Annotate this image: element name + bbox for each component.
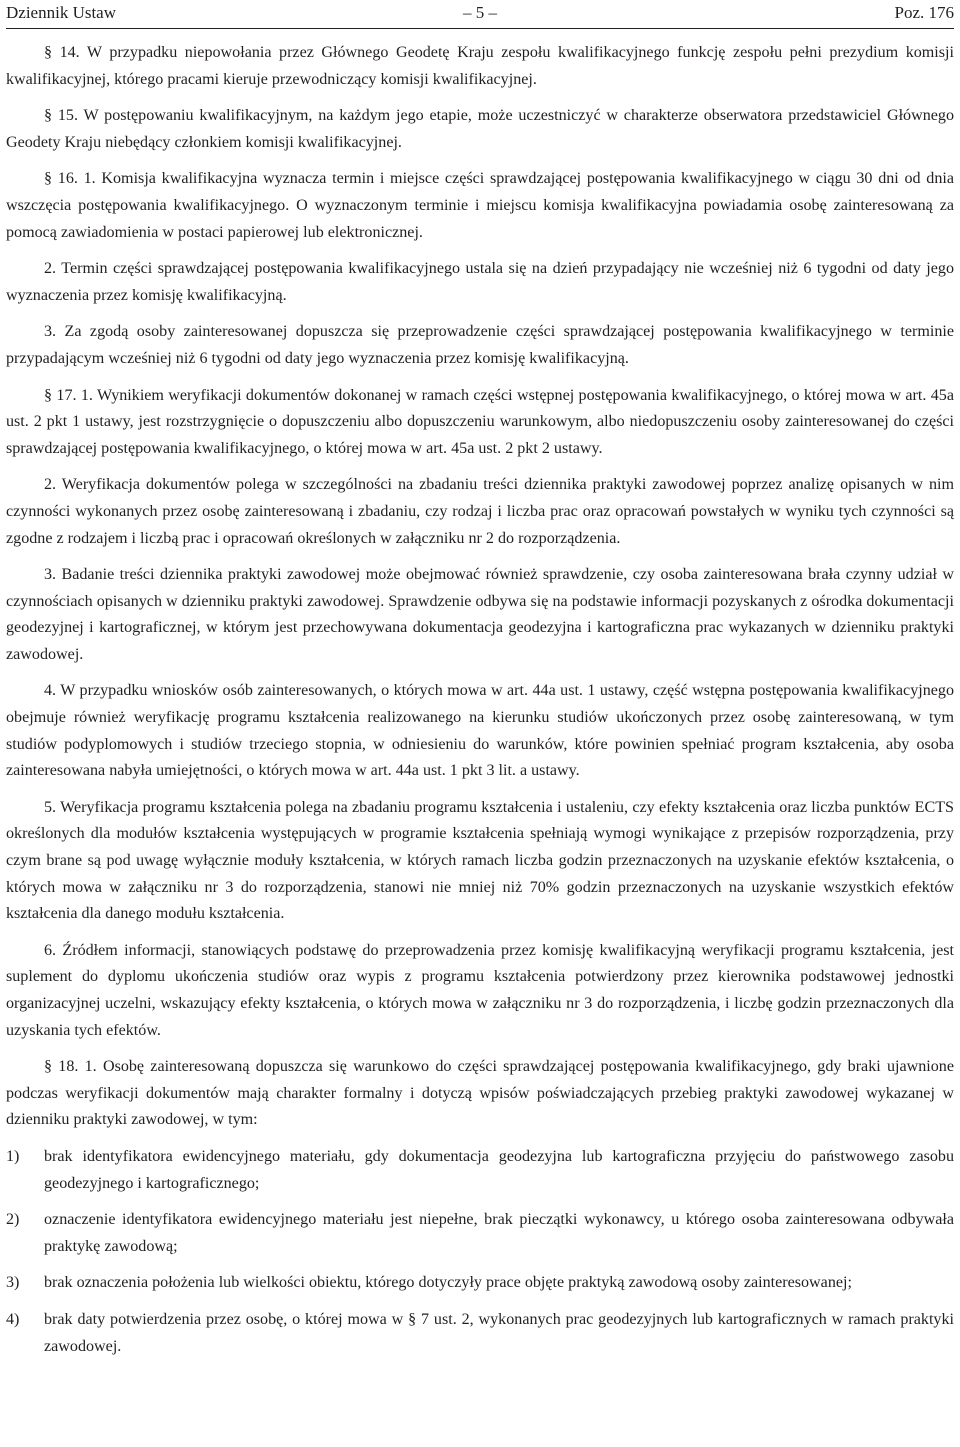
paragraph-17-4: 4. W przypadku wniosków osób zainteresowanych, o których mowa w art. 44a ust. 1 ustawy, część wstępna postępowania kwalifikacyjnego obejmuje również weryfikację programu kształcenia realizowanego na kierunku studiów ukończonych przez osobę zainteresowaną, w tym studiów podyplomowych i studiów trzeciego stopnia, w odniesieniu do warunków, które powinien spełniać program kształcenia, aby osoba zainteresowana nabyła umiejętności, o których mowa w art. 44a ust. 1 pkt 3 lit. a ustawy. — [6, 682, 954, 780]
paragraph-17-1: § 17. 1. Wynikiem weryfikacji dokumentów dokonanej w ramach części wstępnej postępowania kwalifikacyjnego, o której mowa w art. 45a ust. 2 pkt 1 ustawy, jest rozstrzygnięcie o dopuszczeniu albo dopuszczeniu warunkowym, albo niedopuszczeniu osoby zainteresowanej do części sprawdzającej postępowania kwalifikacyjnego, o której mowa w art. 45a ust. 2 pkt 2 ustawy. — [6, 386, 954, 457]
list-item-text: oznaczenie identyfikatora ewidencyjnego materiału jest niepełne, brak pieczątki wykonawcy, u którego osoba zainteresowana odbywała praktykę zawodową; — [44, 1211, 954, 1255]
paragraph-16-2: 2. Termin części sprawdzającej postępowania kwalifikacyjnego ustala się na dzień przypadający nie wcześniej niż 6 tygodni od daty jego wyznaczenia przez komisję kwalifikacyjną. — [6, 260, 954, 304]
position-number: Poz. 176 — [894, 3, 954, 22]
paragraph-18-1: § 18. 1. Osobę zainteresowaną dopuszcza się warunkowo do części sprawdzającej postępowania kwalifikacyjnego, gdy braki ujawnione podczas weryfikacji dokumentów mają charakter formalny i dotyczą wpisów poświadczających przebieg praktyki zawodowej wykazanej w dzienniku praktyki zawodowej, w tym: — [6, 1058, 954, 1129]
paragraph-17-5: 5. Weryfikacja programu kształcenia polega na zbadaniu programu kształcenia i ustaleniu, czy efekty kształcenia oraz liczba punktów ECTS określonych dla modułów kształcenia występujących w programie kształcenia spełniają wymogi wynikające z przepisów rozporządzenia, przy czym brane są pod uwagę wyłącznie moduły kształcenia, w których ramach liczba godzin przeznaczonych na uzyskanie efektów kształcenia, o których mowa w załączniku nr 3 do rozporządzenia, stanowi nie mniej niż 70% godzin przeznaczonych na uzyskanie wszystkich efektów kształcenia dla danego modułu kształcenia. — [6, 798, 954, 923]
paragraph-17-2: 2. Weryfikacja dokumentów polega w szczególności na zbadaniu treści dziennika praktyki zawodowej poprzez analizę opisanych w nim czynności wykonanych przez osobę zainteresowaną i zbadaniu, czy rodzaj i liczba prac oraz opracowań powstałych w wyniku tych czynności są zgodne z rodzajem i liczbą prac i opracowań określonych w załączniku nr 2 do rozporządzenia. — [6, 476, 954, 547]
list-item-number: 3) — [6, 1274, 20, 1292]
paragraph-17-3: 3. Badanie treści dziennika praktyki zawodowej może obejmować również sprawdzenie, czy osoba zainteresowana brała czynny udział w czynnościach opisanych w dzienniku praktyki zawodowej. Sprawdzenie odbywa się na podstawie informacji pozyskanych z ośrodka dokumentacji geodezyjnej i kartograficznej, w którym jest przechowywana dokumentacja geodezyjna i kartograficzna prac wykazanych w dzienniku praktyki zawodowej. — [6, 566, 954, 663]
list-item — [6, 1270, 954, 1297]
list-item-text: brak identyfikatora ewidencyjnego materiału, gdy dokumentacja geodezyjna lub kartograficzna przyjęciu do państwowego zasobu geodezyjnego i kartograficznego; — [44, 1147, 954, 1192]
paragraph-16-1: § 16. 1. Komisja kwalifikacyjna wyznacza termin i miejsce części sprawdzającej postępowania kwalifikacyjnego w ciągu 30 dni od dnia wszczęcia postępowania kwalifikacyjnego. O wyznaczonym terminie i miejscu komisja kwalifikacyjna powiadamia osobę zainteresowaną za pomocą zawiadomienia w postaci papierowej lub elektronicznej. — [6, 170, 954, 241]
journal-title: Dziennik Ustaw — [6, 3, 117, 22]
list-item-text: brak daty potwierdzenia przez osobę, o której mowa w § 7 ust. 2, wykonanych prac geodezyjnych lub kartograficznych w ramach praktyki zawodowej. — [44, 1310, 954, 1355]
list-item-number: 2) — [6, 1211, 20, 1229]
document-body — [6, 40, 954, 1370]
page-number: – 5 – — [463, 3, 497, 22]
paragraph-16-3: 3. Za zgodą osoby zainteresowanej dopuszcza się przeprowadzenie części sprawdzającej postępowania kwalifikacyjnego w terminie przypadającym wcześniej niż 6 tygodni od daty jego wyznaczenia przez komisję kwalifikacyjną. — [6, 323, 954, 367]
list-item — [6, 1307, 954, 1360]
list-item-number: 4) — [6, 1310, 20, 1328]
list-item-text: brak oznaczenia położenia lub wielkości obiektu, którego dotyczyły prace objęte praktyką zawodową osoby zainteresowanej; — [44, 1274, 852, 1292]
list-item — [6, 1144, 954, 1197]
list-item-number: 1) — [6, 1147, 20, 1165]
paragraph-15: § 15. W postępowaniu kwalifikacyjnym, na każdym jego etapie, może uczestniczyć w charakterze obserwatora przedstawiciel Głównego Geodety Kraju niebędący członkiem komisji kwalifikacyjnej. — [6, 107, 954, 151]
paragraph-17-6: 6. Źródłem informacji, stanowiących podstawę do przeprowadzenia przez komisję kwalifikacyjną weryfikacji programu kształcenia, jest suplement do dyplomu ukończenia studiów oraz wypis z programu kształcenia potwierdzony przez kierownika podstawowej jednostki organizacyjnej uczelni, wskazujący efekty kształcenia, o których mowa w załączniku nr 3 do rozporządzenia, i liczbę godzin przeznaczonych dla uzyskania tych efektów. — [6, 941, 954, 1039]
list-item — [6, 1207, 954, 1260]
paragraph-14: § 14. W przypadku niepowołania przez Głównego Geodetę Kraju zespołu kwalifikacyjnego funkcję zespołu pełni prezydium komisji kwalifikacyjnej, którego pracami kieruje przewodniczący komisji kwalifikacyjnej. — [6, 44, 954, 88]
page-header — [6, 0, 954, 29]
